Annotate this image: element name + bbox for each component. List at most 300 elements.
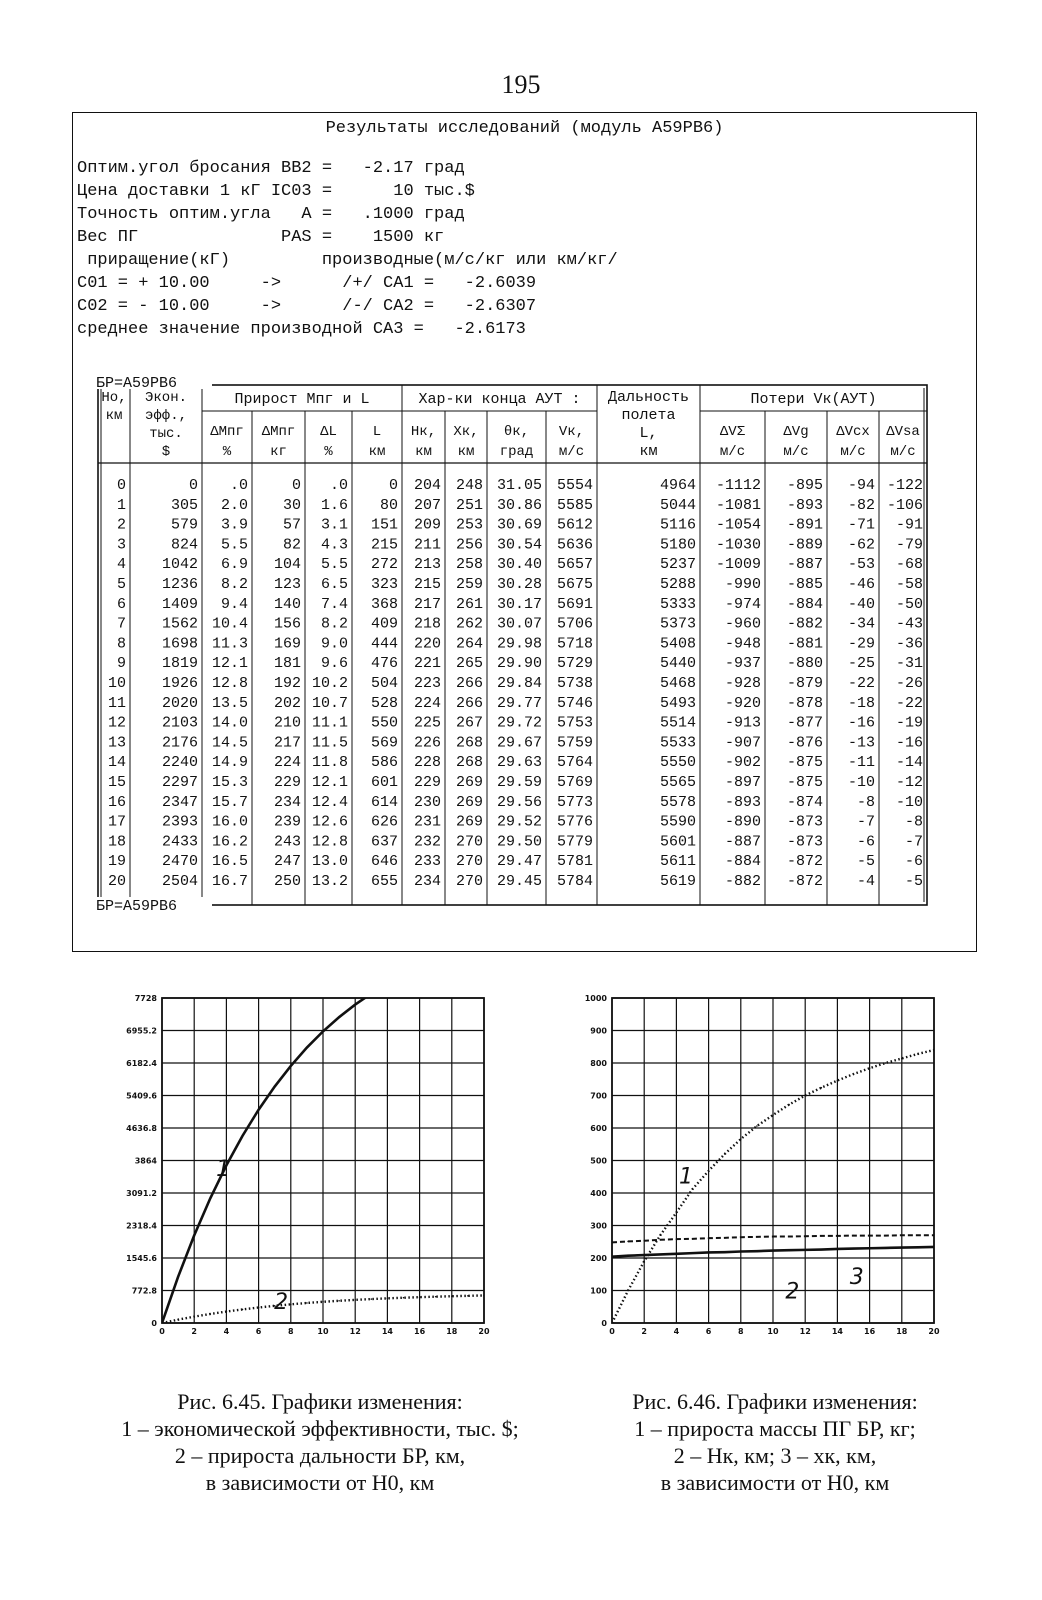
table-cell: 10	[107, 675, 126, 692]
table-cell: 7.4	[320, 595, 348, 613]
table-cell: .0	[329, 477, 348, 494]
table-cell: 5601	[659, 833, 696, 851]
caption-line: 2 – Hк, км; 3 – xк, км,	[673, 1443, 877, 1468]
table-cell: 5759	[556, 734, 593, 752]
data-point	[885, 1062, 887, 1064]
x-tick-label: 18	[896, 1327, 908, 1336]
y-tick-label: 0	[601, 1319, 607, 1328]
table-cell: 12.1	[211, 655, 248, 673]
data-point	[788, 1249, 790, 1251]
x-tick-label: 10	[317, 1327, 329, 1336]
data-point	[692, 1238, 694, 1240]
table-cell: 268	[455, 734, 483, 752]
data-point	[692, 1252, 694, 1254]
table-cell: 210	[273, 714, 301, 732]
table-cell: 243	[273, 833, 301, 851]
table-cell: 5550	[659, 754, 696, 772]
data-point	[837, 1248, 839, 1250]
table-cell: 220	[413, 635, 441, 653]
table-cell: 14.5	[211, 734, 248, 752]
table-cell: 5773	[556, 793, 593, 811]
y-tick-label: 400	[590, 1189, 607, 1198]
table-cell: 181	[273, 655, 301, 673]
table-cell: -879	[786, 675, 823, 692]
table-cell: 231	[413, 813, 441, 831]
table-cell: 224	[413, 694, 441, 712]
column-header: ΔМпг	[261, 424, 296, 440]
data-point	[853, 1248, 855, 1250]
table-cell: -40	[847, 595, 875, 613]
data-point	[869, 1247, 871, 1249]
table-cell: 12.6	[311, 813, 348, 831]
table-cell: 270	[455, 833, 483, 851]
data-point	[338, 1016, 340, 1018]
table-cell: -6	[856, 833, 875, 851]
table-cell: 13.2	[311, 873, 348, 890]
column-header: эфф.,	[144, 408, 188, 424]
x-tick-label: 14	[831, 1327, 843, 1336]
x-tick-label: 16	[864, 1327, 876, 1336]
data-point	[853, 1073, 855, 1075]
data-point	[643, 1254, 645, 1256]
table-cell: 30.28	[496, 576, 542, 593]
table-cell: 269	[455, 793, 483, 811]
data-point	[708, 1237, 710, 1239]
data-point	[403, 1297, 405, 1299]
table-cell: -1009	[715, 556, 761, 574]
table-cell: 30.40	[496, 556, 542, 574]
x-tick-label: 8	[738, 1327, 744, 1336]
table-cell: -25	[847, 655, 875, 673]
data-point	[371, 993, 373, 995]
table-cell: -873	[786, 833, 823, 851]
table-cell: -882	[786, 615, 823, 633]
column-header: кг	[270, 444, 287, 460]
group-header-harki: Хар-ки конца АУТ :	[418, 391, 581, 408]
table-cell: -14	[895, 754, 923, 772]
table-cell: -22	[895, 694, 923, 712]
column-header: ΔVcx	[836, 424, 870, 440]
table-cell: 15	[107, 774, 126, 791]
table-cell: 30.69	[496, 516, 542, 534]
table-cell: 5636	[556, 536, 593, 554]
table-cell: 30.07	[496, 615, 542, 633]
column-header: ΔL	[320, 424, 337, 440]
data-point	[451, 1295, 453, 1297]
series-label-1: 1	[679, 1164, 694, 1190]
table-cell: 9.6	[320, 655, 348, 673]
table-cell: -94	[847, 477, 875, 494]
table-cell: -10	[895, 793, 923, 811]
data-point	[756, 1236, 758, 1238]
y-tick-label: 500	[590, 1156, 607, 1166]
data-point	[274, 1086, 276, 1088]
table-cell: 3.1	[320, 516, 348, 534]
group-header-dalnost: L,	[639, 425, 658, 442]
y-tick-label: 6955.2	[126, 1026, 157, 1036]
column-header: ΔVg	[783, 424, 809, 440]
table-cell: 1042	[161, 556, 198, 574]
y-tick-label: 5409.6	[126, 1091, 157, 1101]
listing-title: Результаты исследований (модуль A59PB6)	[325, 119, 724, 138]
table-cell: -1030	[715, 536, 761, 554]
table-cell: -875	[786, 754, 823, 772]
table-cell: 30.17	[496, 595, 542, 613]
table-cell: 8.2	[320, 615, 348, 633]
data-point	[290, 1065, 292, 1067]
table-cell: 4964	[659, 477, 696, 494]
x-tick-label: 0	[609, 1327, 615, 1336]
table-cell: 80	[379, 496, 398, 514]
table-cell: 2393	[161, 813, 198, 831]
table-cell: 2176	[161, 734, 198, 752]
table-cell: -882	[724, 873, 761, 890]
table-cell: .0	[229, 477, 248, 494]
table-cell: 5611	[659, 853, 696, 871]
table-cell: 5753	[556, 714, 593, 732]
table-cell: -887	[786, 556, 823, 574]
data-point	[627, 1241, 629, 1243]
y-tick-label: 6182.4	[126, 1059, 157, 1068]
data-point	[627, 1255, 629, 1257]
table-cell: 19	[107, 853, 126, 871]
x-tick-label: 18	[446, 1327, 458, 1336]
table-cell: 1409	[161, 595, 198, 613]
table-cell: 5288	[659, 576, 696, 593]
table-cell: -887	[724, 833, 761, 851]
y-tick-label: 7728	[134, 994, 157, 1003]
y-tick-label: 3864	[134, 1156, 157, 1166]
table-cell: 16.5	[211, 853, 248, 871]
table-cell: 272	[370, 556, 398, 574]
results-table-grid	[90, 373, 950, 928]
table-cell: 586	[370, 754, 398, 772]
column-header: м/с	[558, 444, 585, 460]
data-point	[258, 1109, 260, 1111]
column-header: м/с	[840, 444, 866, 460]
table-cell: 1.6	[320, 496, 348, 514]
table-bottom-label: БР=A59PB6	[96, 898, 178, 915]
table-cell: -891	[786, 516, 823, 534]
table-cell: 5619	[659, 873, 696, 890]
table-cell: 5554	[556, 477, 593, 494]
table-cell: 209	[413, 516, 441, 534]
table-cell: 15.3	[211, 774, 248, 791]
table-cell: 262	[455, 615, 483, 633]
table-cell: 229	[273, 774, 301, 791]
column-header: м/с	[783, 444, 809, 460]
data-point	[193, 1316, 195, 1318]
table-top-label: БР=A59PB6	[96, 375, 178, 392]
table-cell: 444	[370, 635, 398, 653]
table-cell: -62	[847, 536, 875, 554]
table-cell: 5468	[659, 675, 696, 692]
data-point	[177, 1319, 179, 1321]
table-cell: 230	[413, 793, 441, 811]
table-cell: 5769	[556, 774, 593, 791]
column-header: км	[457, 444, 475, 460]
table-cell: 13	[107, 734, 126, 752]
table-cell: 5675	[556, 576, 593, 593]
table-cell: 226	[413, 734, 441, 752]
column-header: км	[368, 444, 386, 460]
table-cell: -890	[724, 813, 761, 831]
data-point	[772, 1250, 774, 1252]
table-cell: 204	[413, 477, 441, 494]
table-cell: -106	[886, 496, 923, 514]
table-cell: -874	[786, 793, 823, 811]
table-cell: 0	[291, 477, 301, 494]
data-point	[869, 1067, 871, 1069]
table-cell: -50	[895, 595, 923, 613]
table-cell: -873	[786, 813, 823, 831]
data-point	[210, 1313, 212, 1315]
data-point	[837, 1235, 839, 1237]
table-cell: 569	[370, 734, 398, 752]
data-point	[708, 1170, 710, 1172]
y-tick-label: 4636.8	[126, 1124, 157, 1133]
table-cell: -920	[724, 694, 761, 712]
data-point	[306, 1302, 308, 1304]
group-header-poteri: Потери Vк(АУТ)	[750, 391, 877, 408]
y-tick-label: 0	[151, 1319, 157, 1328]
table-cell: -872	[786, 853, 823, 871]
caption-line: Рис. 6.46. Графики изменения:	[632, 1389, 918, 1414]
param-line: C01 = + 10.00 -> /+/ CA1 = -2.6039	[77, 274, 537, 293]
table-cell: -13	[847, 734, 875, 752]
table-cell: -122	[886, 477, 923, 494]
table-cell: 253	[455, 516, 483, 534]
table-cell: 9	[116, 655, 126, 673]
x-tick-label: 6	[705, 1327, 712, 1336]
table-cell: 12	[107, 714, 126, 732]
table-cell: -884	[724, 853, 761, 871]
table-cell: 5718	[556, 635, 593, 653]
table-cell: 5781	[556, 853, 593, 871]
table-cell: 2504	[161, 873, 198, 890]
table-cell: 5746	[556, 694, 593, 712]
table-cell: 16.7	[211, 873, 248, 890]
table-cell: 239	[273, 813, 301, 831]
table-cell: 269	[455, 813, 483, 831]
table-cell: 2020	[161, 694, 198, 712]
table-cell: -8	[904, 813, 923, 831]
table-cell: -19	[895, 714, 923, 732]
table-cell: 6.5	[320, 576, 348, 593]
table-cell: -12	[895, 774, 923, 791]
table-cell: 234	[413, 873, 441, 890]
table-cell: 5738	[556, 675, 593, 692]
table-cell: 7	[116, 615, 126, 633]
table-cell: 5578	[659, 793, 696, 811]
y-tick-label: 700	[590, 1091, 607, 1101]
data-point	[821, 1235, 823, 1237]
table-cell: 211	[413, 536, 441, 554]
data-point	[660, 1254, 662, 1256]
column-header: L	[372, 424, 382, 440]
table-cell: 2	[116, 516, 126, 534]
param-line: приращение(кГ) производные(м/с/кг или км/кг/	[77, 251, 618, 270]
data-point	[322, 1301, 324, 1303]
data-point	[676, 1238, 678, 1240]
table-cell: 258	[455, 556, 483, 574]
group-header-dalnost: км	[639, 443, 658, 460]
table-cell: 30	[282, 496, 301, 514]
data-point	[885, 1235, 887, 1237]
x-tick-label: 12	[799, 1327, 811, 1336]
table-cell: -881	[786, 635, 823, 653]
data-point	[193, 1235, 195, 1237]
table-cell: 14.9	[211, 754, 248, 772]
table-cell: 29.77	[496, 694, 542, 712]
data-point	[354, 1004, 356, 1006]
data-point	[917, 1246, 919, 1248]
table-cell: 207	[413, 496, 441, 514]
table-cell: 13.0	[311, 853, 348, 871]
table-cell: 29.59	[496, 774, 542, 791]
column-header: Хк,	[453, 424, 479, 440]
column-header: Но,	[101, 390, 127, 406]
group-header-dalnost: полета	[621, 407, 676, 424]
param-line: C02 = - 10.00 -> /-/ CA2 = -2.6307	[77, 297, 537, 316]
table-cell: -8	[856, 793, 875, 811]
table-cell: 247	[273, 853, 301, 871]
table-cell: 5565	[659, 774, 696, 791]
table-cell: -10	[847, 774, 875, 791]
x-tick-label: 4	[673, 1327, 680, 1336]
table-cell: 4.3	[320, 536, 348, 554]
table-cell: -7	[856, 813, 875, 831]
table-cell: 29.52	[496, 813, 542, 831]
table-cell: 3.9	[220, 516, 248, 534]
table-cell: 213	[413, 556, 441, 574]
x-tick-label: 20	[478, 1327, 490, 1336]
table-cell: 248	[455, 477, 483, 494]
data-point	[772, 1236, 774, 1238]
chart-fig-6-45	[120, 985, 500, 1345]
data-point	[821, 1249, 823, 1251]
table-cell: -880	[786, 655, 823, 673]
caption-line: 1 – экономической эффективности, тыс. $;	[121, 1416, 519, 1441]
table-cell: -43	[895, 615, 923, 633]
table-cell: 15.7	[211, 793, 248, 811]
table-cell: 2297	[161, 774, 198, 791]
table-cell: -897	[724, 774, 761, 791]
data-point	[676, 1253, 678, 1255]
table-cell: 8	[116, 635, 126, 653]
table-cell: 409	[370, 615, 398, 633]
table-cell: 217	[413, 595, 441, 613]
data-point	[804, 1249, 806, 1251]
series-label-1: 1	[216, 1156, 231, 1182]
table-cell: -91	[895, 516, 923, 534]
table-cell: -79	[895, 536, 923, 554]
table-cell: 18	[107, 833, 126, 851]
data-point	[901, 1247, 903, 1249]
column-header: км	[415, 444, 432, 460]
table-cell: 30.54	[496, 536, 542, 554]
table-cell: 14.0	[211, 714, 248, 732]
table-cell: 5764	[556, 754, 593, 772]
table-cell: 5779	[556, 833, 593, 851]
table-cell: -71	[847, 516, 875, 534]
data-point	[837, 1080, 839, 1082]
data-point	[740, 1138, 742, 1140]
data-point	[242, 1135, 244, 1137]
table-cell: 5493	[659, 694, 696, 712]
table-cell: 17	[107, 813, 126, 831]
table-cell: 655	[370, 873, 398, 890]
table-cell: 0	[388, 477, 398, 494]
table-cell: -948	[724, 635, 761, 653]
y-tick-label: 200	[590, 1254, 607, 1263]
data-point	[772, 1114, 774, 1116]
table-cell: -16	[847, 714, 875, 732]
table-cell: 16	[107, 793, 126, 811]
table-cell: 123	[273, 576, 301, 593]
table-cell: -960	[724, 615, 761, 633]
table-cell: 5116	[659, 516, 696, 534]
table-cell: -11	[847, 754, 875, 772]
table-cell: 270	[455, 853, 483, 871]
table-cell: 504	[370, 675, 398, 692]
data-point	[740, 1251, 742, 1253]
table-cell: 12.1	[311, 774, 348, 791]
table-cell: 2470	[161, 853, 198, 871]
table-cell: 1562	[161, 615, 198, 633]
table-cell: 29.84	[496, 675, 542, 692]
table-cell: 4	[116, 556, 126, 574]
table-cell: -82	[847, 496, 875, 514]
table-cell: 29.72	[496, 714, 542, 732]
table-cell: 29.45	[496, 873, 542, 890]
table-cell: 368	[370, 595, 398, 613]
data-point	[627, 1290, 629, 1292]
data-point	[756, 1125, 758, 1127]
table-cell: -31	[895, 655, 923, 673]
table-cell: -18	[847, 694, 875, 712]
data-point	[901, 1058, 903, 1060]
table-cell: 221	[413, 655, 441, 673]
table-cell: 224	[273, 754, 301, 772]
data-point	[258, 1307, 260, 1309]
table-cell: 614	[370, 793, 398, 811]
table-cell: 305	[170, 496, 198, 514]
page-number: 195	[501, 70, 541, 99]
series-label-2: 2	[785, 1279, 800, 1305]
data-point	[643, 1260, 645, 1262]
table-cell: 6	[116, 595, 126, 613]
table-cell: 9.0	[320, 635, 348, 653]
table-cell: 218	[413, 615, 441, 633]
table-cell: -68	[895, 556, 923, 574]
x-tick-label: 2	[641, 1327, 647, 1336]
x-tick-label: 16	[414, 1327, 426, 1336]
table-cell: 11.5	[311, 734, 348, 752]
data-point	[756, 1250, 758, 1252]
y-tick-label: 772.8	[131, 1286, 157, 1296]
table-cell: 5044	[659, 496, 696, 514]
data-point	[306, 1047, 308, 1049]
table-cell: 3	[116, 536, 126, 554]
column-header: км	[105, 408, 123, 424]
table-cell: 5440	[659, 655, 696, 673]
table-cell: -4	[856, 873, 875, 890]
table-cell: 5691	[556, 595, 593, 613]
table-cell: 266	[455, 675, 483, 692]
y-tick-label: 100	[590, 1286, 607, 1296]
table-cell: 14	[107, 754, 126, 772]
